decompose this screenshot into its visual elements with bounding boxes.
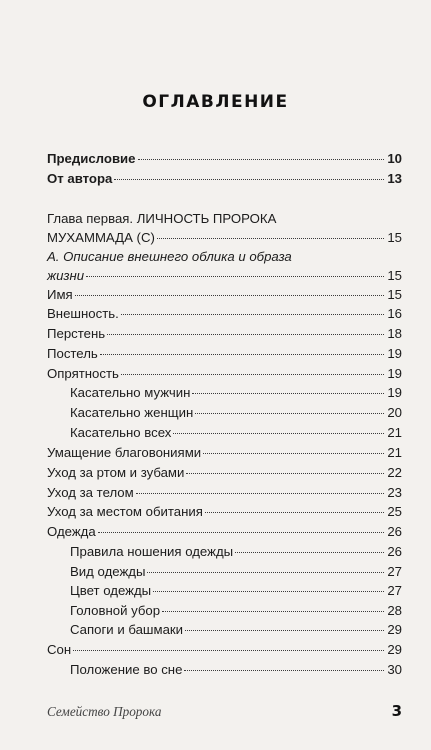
leader-dots [107,334,384,335]
toc-entry-label: Одежда [47,524,96,539]
section-heading-line1: А. Описание внешнего облика и образа [47,249,292,264]
toc-subentry [70,563,402,581]
chapter-heading-line1: Глава первая. ЛИЧНОСТЬ ПРОРОКА [47,211,277,226]
toc-entry-label: Касательно женщин [70,405,194,420]
toc-subentry [70,661,402,679]
page-number: 3 [391,702,402,720]
toc-entry [47,641,402,659]
toc-entry [47,503,402,521]
toc-entry-page: 21 [387,425,402,440]
toc-entry [47,484,402,502]
toc-entry-label: Касательно мужчин [70,385,191,400]
toc-entry-label: Цвет одежды [70,583,152,598]
toc-subentry [70,384,402,402]
toc-subentry [70,543,402,561]
toc-entry-page: 22 [387,465,402,480]
toc-entry-page: 27 [387,583,402,598]
toc-entry-page: 19 [387,385,402,400]
toc-entry-label: Постель [47,346,98,361]
toc-entry-page: 23 [387,485,402,500]
toc-entry-label: Положение во сне [70,662,183,677]
toc-subentry [70,404,402,422]
toc-entry-page: 25 [387,504,402,519]
toc-entry-label: Сон [47,642,72,657]
toc-entry-label: Уход за местом обитания [47,504,203,519]
toc-entry-label: Умащение благовониями [47,445,202,460]
toc-entry-page: 21 [387,445,402,460]
toc-entry-page: 26 [387,544,402,559]
running-footer-title: Семейство Пророка [47,704,162,719]
toc-entry-label: Уход за ртом и зубами [47,465,185,480]
leader-dots [192,393,384,394]
toc-entry-page: 19 [387,346,402,361]
leader-dots [195,413,384,414]
leader-dots [121,314,384,315]
toc-entry [47,345,402,363]
toc-entry [47,150,402,168]
toc-subentry [70,424,402,442]
toc-entry-label: Сапоги и башмаки [70,622,184,637]
toc-entry [47,170,402,188]
toc-entry [47,444,402,462]
toc-entry-page: 20 [387,405,402,420]
leader-dots [75,295,384,296]
leader-dots [185,630,384,631]
leader-dots [173,433,384,434]
leader-dots [205,512,384,513]
leader-dots [138,159,385,160]
toc-entry-page: 15 [387,287,402,302]
leader-dots [186,473,384,474]
toc-entry-page: 28 [387,603,402,618]
toc-entry-page: 29 [387,642,402,657]
leader-dots [98,532,384,533]
toc-entry-label: Имя [47,287,73,302]
toc-entry-page: 16 [387,306,402,321]
toc-entry-page: 13 [387,171,402,186]
toc-entry-label: Опрятность [47,366,119,381]
toc-entry-label: Правила ношения одежды [70,544,234,559]
toc-entry-page: 10 [387,151,402,166]
leader-dots [157,238,384,239]
toc-entry-chapter [47,229,402,247]
toc-entry-label: От автора [47,171,113,186]
leader-dots [86,276,384,277]
toc-subentry [70,602,402,620]
leader-dots [114,179,384,180]
toc-entry-page: 27 [387,564,402,579]
leader-dots [73,650,384,651]
toc-entry-page: 30 [387,662,402,677]
toc-entry [47,305,402,323]
leader-dots [235,552,384,553]
toc-entry-page: 19 [387,366,402,381]
toc-entry [47,523,402,541]
leader-dots [184,670,384,671]
toc-entry-label: Головной убор [70,603,161,618]
toc-entry-section [47,267,402,285]
leader-dots [162,611,384,612]
toc-entry-label: Перстень [47,326,106,341]
toc-entry-label: Уход за телом [47,485,134,500]
toc-entry-label: Вид одежды [70,564,146,579]
toc-entry [47,464,402,482]
toc-entry-label: Предисловие [47,151,136,166]
leader-dots [136,493,384,494]
toc-subentry [70,621,402,639]
toc-entry-page: 26 [387,524,402,539]
leader-dots [121,374,384,375]
leader-dots [203,453,384,454]
leader-dots [100,354,384,355]
toc-entry-page: 15 [387,268,402,283]
page-title: ОГЛАВЛЕНИЕ [142,92,289,112]
toc-entry-label: Внешность. [47,306,119,321]
toc-entry-page: 15 [387,230,402,245]
toc-entry [47,286,402,304]
toc-entry-label: Касательно всех [70,425,172,440]
leader-dots [153,591,384,592]
toc-entry [47,325,402,343]
toc-entry [47,365,402,383]
toc-entry-page: 29 [387,622,402,637]
leader-dots [147,572,384,573]
chapter-heading-line2: МУХАММАДА (С) [47,230,155,245]
section-heading-line2: жизни [47,268,85,283]
toc-subentry [70,582,402,600]
toc-entry-page: 18 [387,326,402,341]
